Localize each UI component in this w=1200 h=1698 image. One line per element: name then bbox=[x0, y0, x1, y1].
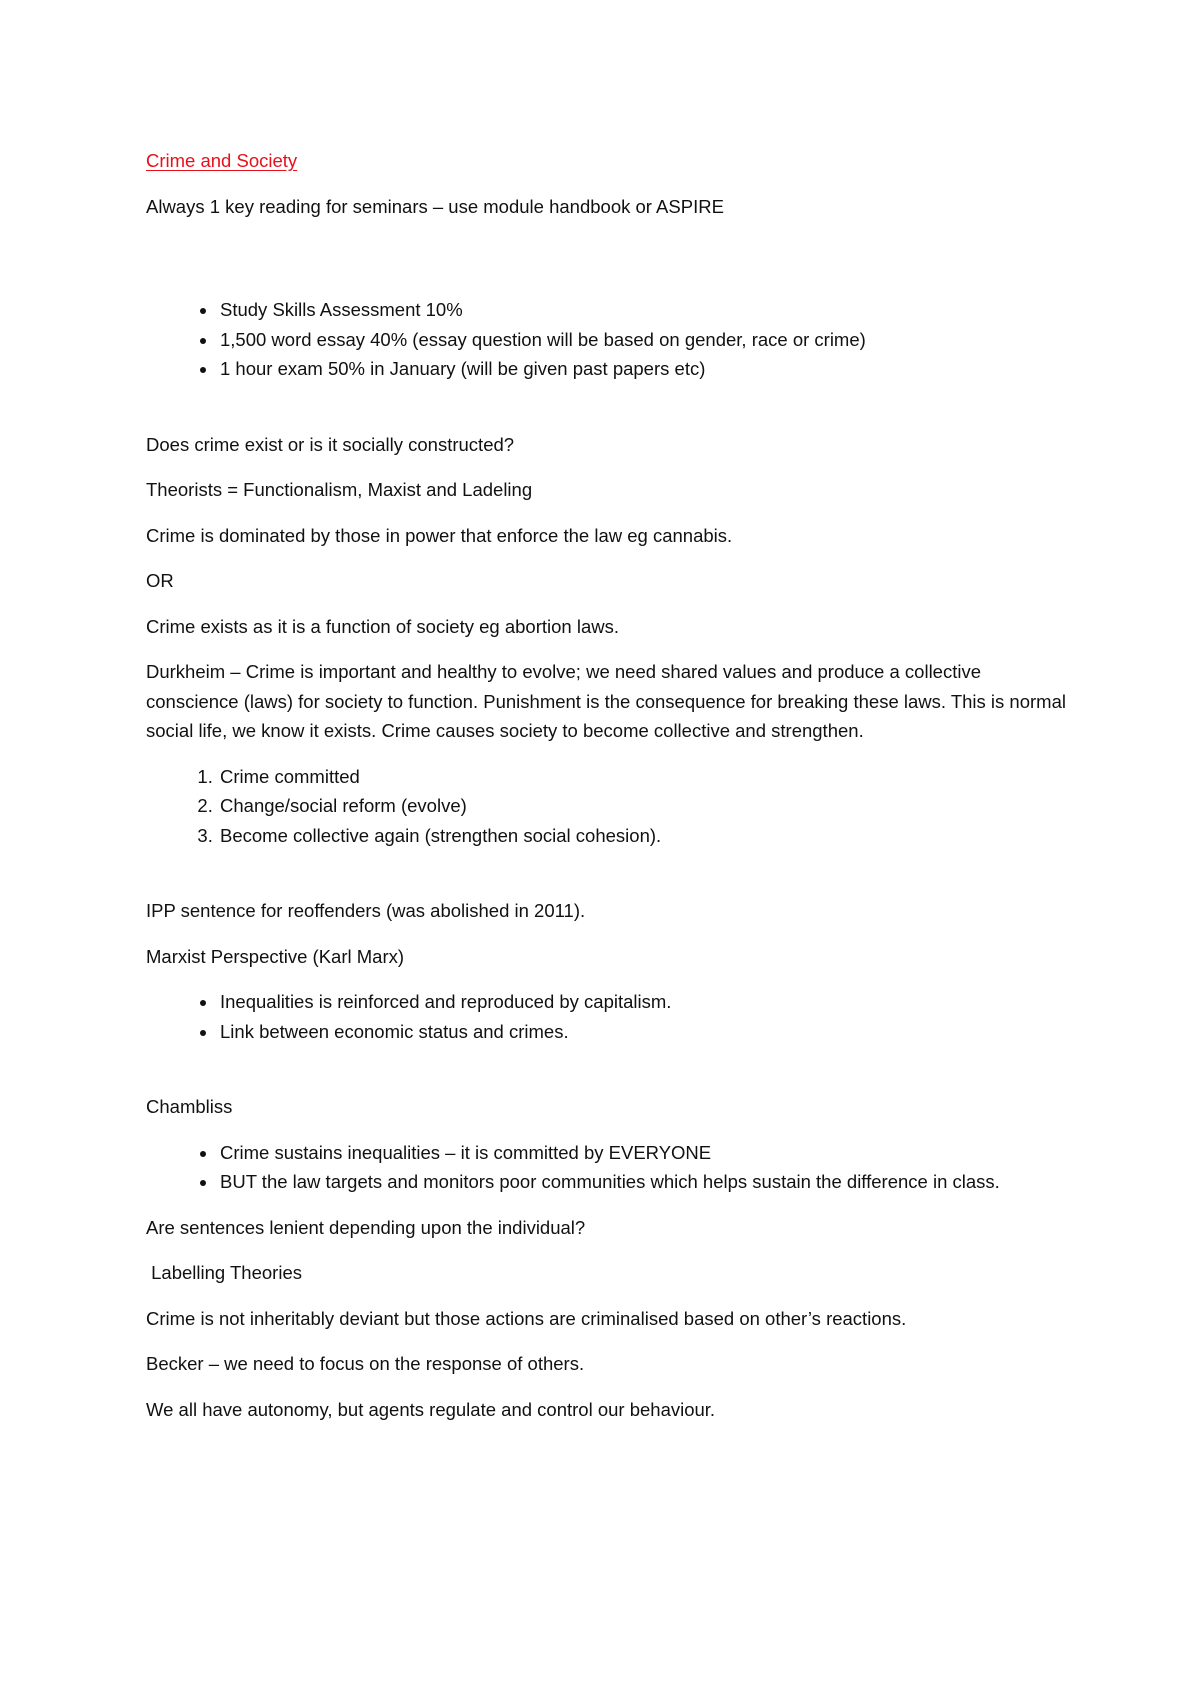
list-item: • Crime sustains inequalities – it is committed by EVERYONE bbox=[218, 1138, 1066, 1168]
intro-paragraph: Always 1 key reading for seminars – use module handbook or ASPIRE bbox=[146, 195, 724, 217]
cycle-list bbox=[146, 762, 1066, 851]
list-item: • Study Skills Assessment 10% bbox=[218, 295, 1066, 325]
list-item: 1. Crime committed bbox=[218, 762, 1066, 792]
list-item: 2. Change/social reform (evolve) bbox=[218, 791, 1066, 821]
list-item: • Inequalities is reinforced and reproduced by capitalism. bbox=[218, 987, 1066, 1017]
chambliss-heading: Chambliss bbox=[146, 1096, 233, 1117]
crime-function-paragraph: Crime exists as it is a function of society eg abortion laws. bbox=[146, 615, 619, 637]
becker-paragraph: Becker – we need to focus on the response of others. bbox=[146, 1353, 585, 1374]
assessment-list bbox=[146, 295, 1066, 384]
document-body bbox=[146, 146, 1066, 1440]
spacer bbox=[146, 237, 1066, 295]
list-item: • 1,500 word essay 40% (essay question will be based on gender, race or crime) bbox=[218, 325, 1066, 355]
labelling-heading: Labelling Theories bbox=[146, 1262, 302, 1283]
or-paragraph: OR bbox=[146, 570, 174, 591]
question-paragraph: Does crime exist or is it socially constructed? bbox=[146, 433, 515, 455]
durkheim-paragraph: Durkheim – Crime is important and healthy to evolve; we need shared values and produce a collective conscience (laws) for society to function. Punishment is the consequence for breaking these laws. This is normal social life, we know it exists. Crime causes society to become collective and strengthen. bbox=[146, 661, 1066, 741]
chambliss-list bbox=[146, 1138, 1066, 1197]
autonomy-paragraph: We all have autonomy, but agents regulate and control our behaviour. bbox=[146, 1398, 716, 1420]
question-paragraph: Are sentences lenient depending upon the individual? bbox=[146, 1216, 586, 1238]
spacer bbox=[146, 400, 1066, 430]
marxist-heading: Marxist Perspective (Karl Marx) bbox=[146, 945, 405, 967]
list-item: • 1 hour exam 50% in January (will be given past papers etc) bbox=[218, 354, 1066, 384]
list-item: 3. Become collective again (strengthen social cohesion). bbox=[218, 821, 1066, 851]
theorists-paragraph: Theorists = Functionalism, Maxist and Ladeling bbox=[146, 479, 533, 500]
labelling-paragraph: Crime is not inheritably deviant but those actions are criminalised based on other’s reactions. bbox=[146, 1307, 907, 1329]
crime-power-paragraph: Crime is dominated by those in power that enforce the law eg cannabis. bbox=[146, 524, 733, 546]
list-item: • Link between economic status and crimes. bbox=[218, 1017, 1066, 1047]
spacer bbox=[146, 1062, 1066, 1092]
marxist-list bbox=[146, 987, 1066, 1046]
ipp-paragraph: IPP sentence for reoffenders (was abolished in 2011). bbox=[146, 900, 586, 921]
list-item: • BUT the law targets and monitors poor communities which helps sustain the difference in class. bbox=[218, 1167, 1066, 1197]
document-title: Crime and Society bbox=[146, 150, 298, 171]
spacer bbox=[146, 866, 1066, 896]
